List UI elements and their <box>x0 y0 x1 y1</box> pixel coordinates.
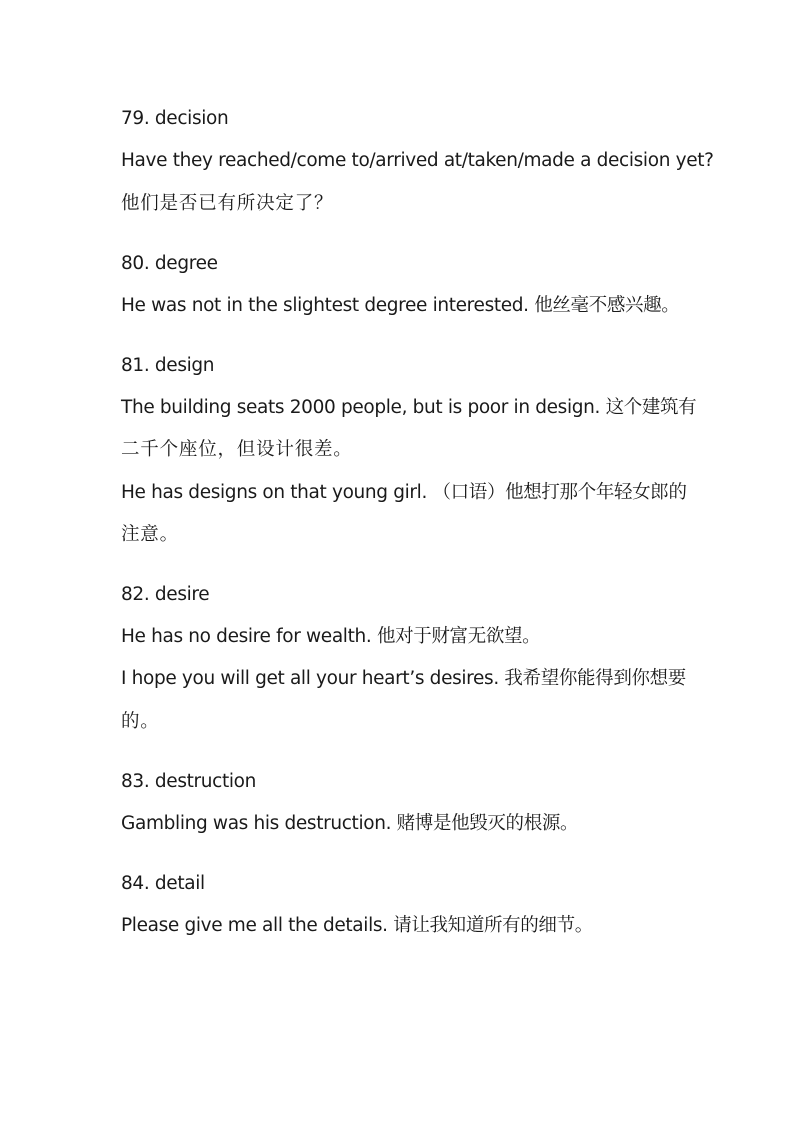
example-sentence: Have they reached/come to/arrived at/taken/made a decision yet? <box>121 150 714 171</box>
entry-heading: 84. detail <box>121 873 205 894</box>
translation-line: 二千个座位，但设计很差。 <box>121 439 353 460</box>
example-sentence: Please give me all the details. 请让我知道所有的细节。 <box>121 915 593 936</box>
entry-heading: 82. desire <box>121 584 210 605</box>
entry-heading: 79. decision <box>121 108 229 129</box>
example-sentence: The building seats 2000 people, but is poor in design. 这个建筑有 <box>121 397 697 418</box>
example-sentence: He has no desire for wealth. 他对于财富无欲望。 <box>121 626 541 647</box>
entry-heading: 83. destruction <box>121 771 257 792</box>
translation-line: 的。 <box>121 711 160 732</box>
translation-line: 注意。 <box>121 524 179 545</box>
example-sentence: Gambling was his destruction. 赌博是他毁灭的根源。 <box>121 813 579 834</box>
entry-heading: 81. design <box>121 355 215 376</box>
example-sentence: I hope you will get all your heart’s desires. 我希望你能得到你想要 <box>121 668 686 689</box>
example-sentence: He has designs on that young girl. （口语）他想打那个年轻女郎的 <box>121 482 687 503</box>
example-sentence: He was not in the slightest degree interested. 他丝毫不感兴趣。 <box>121 295 680 316</box>
entry-heading: 80. degree <box>121 253 218 274</box>
translation-line: 他们是否已有所决定了？ <box>121 193 334 214</box>
